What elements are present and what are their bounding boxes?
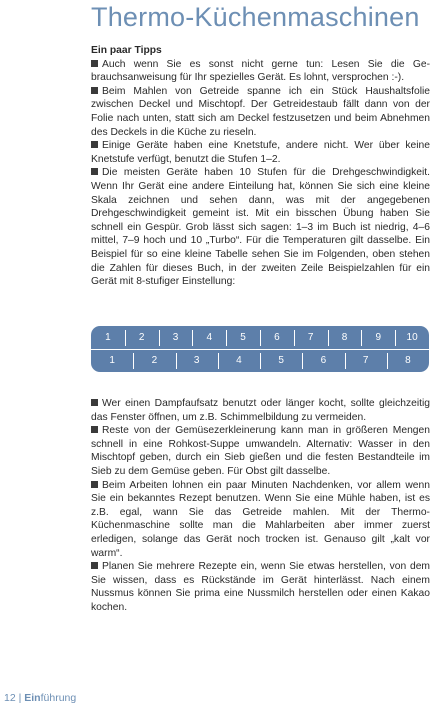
tip-text: Reste von der Gemüsezerkleinerung kann man in größeren Mengen schnell in eine Rohkost-Suppe umwandeln. Alternativ: Wasser in den Mischtopf geben, durch ein Sieb gießen und die festen Bestandteile im Sieb zu dem Gemüse geben. Für Obst gilt dasselbe. [91,425,430,477]
cell-divider [395,330,396,346]
tip-item [91,85,430,139]
device-speed-cell: 1 [109,355,115,366]
tip-text: Beim Mahlen von Getreide spanne ich ein Stück Haushaltsfolie zwischen Deckel und Mischtopf. Der Getreidestaub fällt dann von der Folie nach unten, statt sich am Deckel festzusetzen und beim Abnehmen des Deckels in die Küche zu rieseln. [91,85,430,138]
square-bullet-icon [91,426,98,433]
book-speed-cell: 10 [406,332,418,343]
section-heading: Ein paar Tipps [91,45,162,56]
book-speed-row [91,327,429,349]
square-bullet-icon [91,60,98,67]
square-bullet-icon [91,168,98,175]
page-title: Thermo-Küchenmaschinen [91,2,420,32]
cell-divider [226,330,227,346]
book-speed-cell: 6 [274,332,280,343]
device-speed-cell: 3 [193,355,200,366]
cell-divider [218,353,219,369]
tip-item [91,560,430,614]
square-bullet-icon [91,87,98,94]
tip-text: Einige Geräte haben eine Knetstufe, andere nicht. Wer über keine Knetstufe verfügt, benutzt die Stufen 1–2. [91,140,430,165]
square-bullet-icon [91,481,98,488]
tip-text: Die meisten Geräte haben 10 Stufen für die Drehgeschwindigkeit. Wenn Ihr Gerät eine andere Einteilung hat, können Sie sich eine kleine Skala zeichnen und sehen dann, was mit der angegebenen Drehgeschwindigkeit gemeint ist. Mit ein bisschen Übung haben Sie schnell ein Gespür. Grob lässt sich sagen: 1–3 im Buch ist niedrig, 4–6 mittel, 7–9 hoch und 10 „Turbo“. Für die Temperaturen gilt dasselbe. Ein Beispiel für so eine kleine Tabelle sehen Sie im Folgenden, oben stehen die Zahlen für dieses Buch, in der zweiten Zeile Beispielzahlen für ein Gerät mit 8-stufiger Einstellung: [91,167,430,288]
book-speed-cell: 5 [240,332,246,343]
chapter-rest: führung [40,692,77,704]
cell-divider [133,353,134,369]
tip-item [91,58,430,85]
square-bullet-icon [91,399,98,406]
tip-item [91,139,430,166]
book-speed-cell: 8 [341,332,348,343]
tip-text: Planen Sie mehrere Rezepte ein, wenn Sie etwas herstellen, von dem Sie wissen, dass es Rückstände im Gerät hinterlässt. Nach einem Nussmus können Sie prima eine Nussmilch herstellen oder einen Kakao kochen. [91,561,430,613]
page-number: 12 [4,692,16,704]
tip-item [91,397,430,424]
tip-text: Wer einen Dampfaufsatz benutzt oder länger kocht, sollte gleichzeitig das Fenster öffnen, um z.B. Schimmelbildung zu vermeiden. [91,398,430,423]
book-speed-cell: 9 [375,332,382,343]
cell-divider [159,330,160,346]
cell-divider [294,330,295,346]
device-speed-cell: 5 [278,355,284,366]
tips-bottom-block [91,397,430,615]
cell-divider [345,353,346,369]
tips-top-block [91,44,430,289]
book-speed-cell: 1 [105,332,111,343]
cell-divider [361,330,362,346]
device-speed-cell: 4 [236,355,242,366]
device-speed-cell: 7 [362,355,369,366]
cell-divider [387,353,388,369]
cell-divider [260,330,261,346]
cell-divider [302,353,303,369]
cell-divider [328,330,329,346]
book-speed-cell: 3 [172,332,179,343]
cell-divider [125,330,126,346]
square-bullet-icon [91,562,98,569]
page-footer [4,692,76,704]
tip-text: Auch wenn Sie es sonst nicht gerne tun: Lesen Sie die Gebrauchsanweisung für Ihr spezielles Gerät. Es lohnt, versprochen :-). [91,58,430,84]
square-bullet-icon [91,141,98,148]
cell-divider [260,353,261,369]
book-speed-cell: 7 [307,332,314,343]
cell-divider [192,330,193,346]
tip-item [91,479,430,561]
book-speed-cell: 4 [206,332,213,343]
cell-divider [176,353,177,369]
tip-text: Beim Arbeiten lohnen ein paar Minuten Nachdenken, vor allem wenn Sie ein bekanntes Rezept benutzen. Wenn Sie eine Mühle haben, ist es z.B. egal, wann Sie das Getreide mahlen. Mit der Thermo-Küchenmaschine sollte man die Mahlarbeiten aber immer zuerst erledigen, solange das Gerät noch trocken ist. Genauso gilt „kalt vor warm“. [91,479,430,559]
device-speed-cell: 2 [151,355,158,366]
book-speed-cell: 2 [138,332,145,343]
device-speed-cell: 6 [320,355,327,366]
speed-scale-table [91,326,429,372]
tip-item [91,166,430,288]
footer-separator: | [18,692,22,704]
device-speed-cell: 8 [405,355,411,366]
tip-item [91,424,430,478]
device-speed-row [91,349,429,372]
chapter-name [24,692,76,704]
chapter-prefix: Ein [24,692,41,704]
